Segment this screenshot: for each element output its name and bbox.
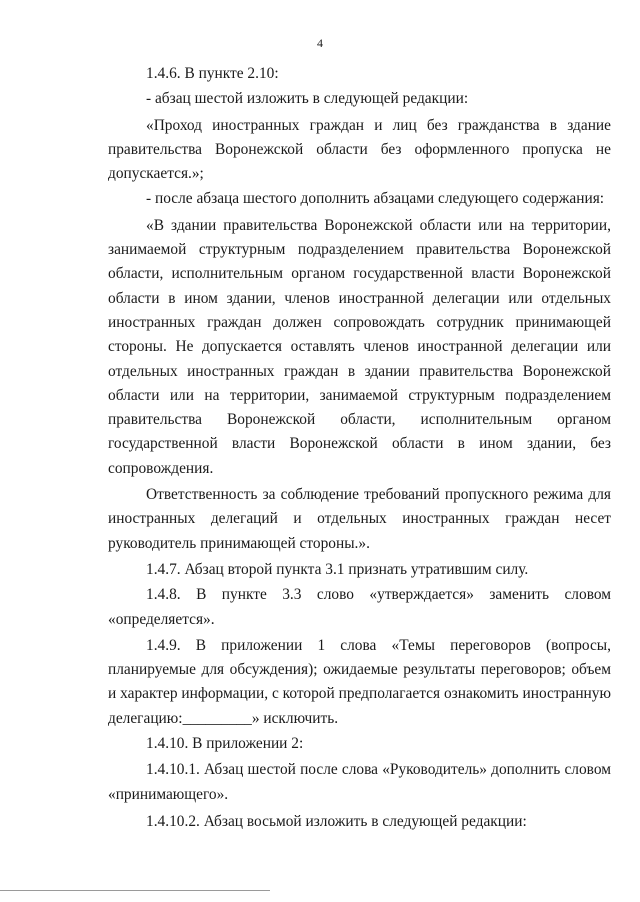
paragraph-after-abzac-6: - после абзаца шестого дополнить абзацами следующего содержания:: [146, 190, 605, 208]
paragraph-quote-prohod: «Проход иностранных граждан и лиц без гражданства в здание правительства Воронежской области без оформленного пропуска не допускается.»;: [108, 116, 611, 183]
paragraph-1-4-8: 1.4.8. В пункте 3.3 слово «утверждается» заменить словом «определяется».: [108, 586, 611, 628]
page-number: 4: [317, 36, 323, 50]
page-bottom-rule: [0, 890, 270, 891]
paragraph-abzac-6-edit: - абзац шестой изложить в следующей редакции:: [146, 90, 469, 108]
paragraph-1-4-10-1: 1.4.10.1. Абзац шестой после слова «Руководитель» дополнить словом «принимающего».: [108, 761, 611, 803]
paragraph-1-4-10: 1.4.10. В приложении 2:: [146, 735, 304, 753]
paragraph-1-4-9: 1.4.9. В приложении 1 слова «Темы переговоров (вопросы, планируемые для обсуждения); ожидаемые результаты переговоров; объем и характер информации, с которой предполагается ознакомить иностранную делегацию:_________» исключить.: [108, 636, 611, 727]
paragraph-1-4-7: 1.4.7. Абзац второй пункта 3.1 признать утратившим силу.: [146, 560, 529, 578]
paragraph-quote-soprovozhdenie: «В здании правительства Воронежской области или на территории, занимаемой структурным подразделением правительства Воронежской области, исполнительным органом государственной власти Воронежской области в ином здании, членов иностранной делегации или отдельных иностранных граждан должен сопровождать сотрудник принимающей стороны. Не допускается оставлять членов иностранной делегации или отдельных иностранных граждан в здании правительства Воронежской области или на территории, занимаемой структурным подразделением правительства Воронежской области, исполнительным органом государственной власти Воронежской области в ином здании, без сопровождения.: [108, 216, 611, 477]
paragraph-1-4-6: 1.4.6. В пункте 2.10:: [146, 65, 279, 82]
paragraph-otvetstvennost: Ответственность за соблюдение требований пропускного режима для иностранных делегаций и отдельных иностранных граждан несет руководитель принимающей стороны.».: [108, 486, 611, 552]
paragraph-1-4-10-2: 1.4.10.2. Абзац восьмой изложить в следующей редакции:: [146, 812, 527, 830]
document-body: [108, 62, 611, 834]
